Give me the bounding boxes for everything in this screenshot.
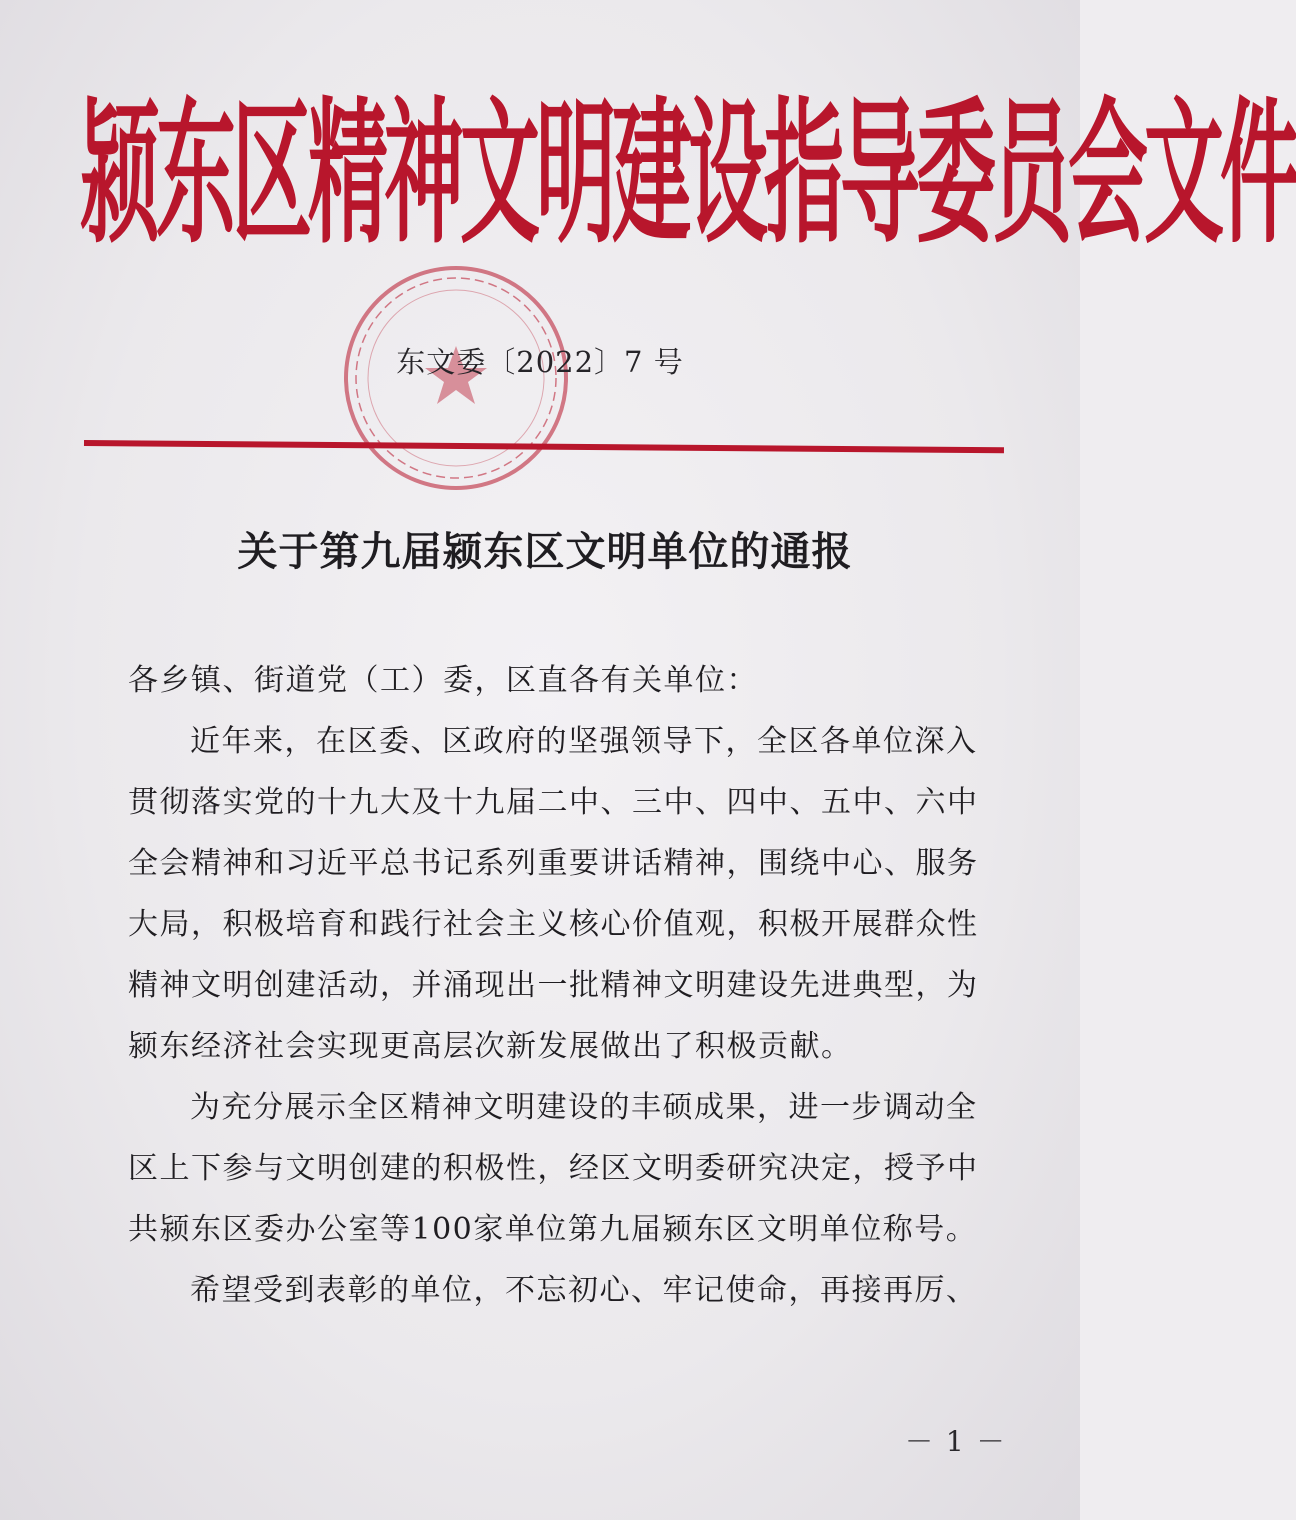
paragraph: 为充分展示全区精神文明建设的丰硕成果，进一步调动全区上下参与文明创建的积极性，经区文明委研究决定，授予中共颍东区委办公室等100家单位第九届颍东区文明单位称号。 <box>128 1090 979 1247</box>
page-number: － 1 － <box>905 1425 1007 1458</box>
masthead-title: 颍东区精神文明建设指导委员会文件 <box>80 81 1296 265</box>
document-body <box>128 650 988 1321</box>
salutation: 各乡镇、街道党（工）委，区直各有关单位： <box>128 663 758 698</box>
document-number: 东文委〔2022〕7 号 <box>396 345 684 379</box>
paragraph: 希望受到表彰的单位，不忘初心、牢记使命，再接再厉、 <box>190 1273 978 1308</box>
paragraph: 近年来，在区委、区政府的坚强领导下，全区各单位深入贯彻落实党的十九大及十九届二中、三中、四中、五中、六中全会精神和习近平总书记系列重要讲话精神，围绕中心、服务大局，积极培育和践行社会主义核心价值观，积极开展群众性精神文明创建活动，并涌现出一批精神文明建设先进典型，为颍东经济社会实现更高层次新发展做出了积极贡献。 <box>128 724 979 1064</box>
document-title: 关于第九届颍东区文明单位的通报 <box>237 529 853 575</box>
